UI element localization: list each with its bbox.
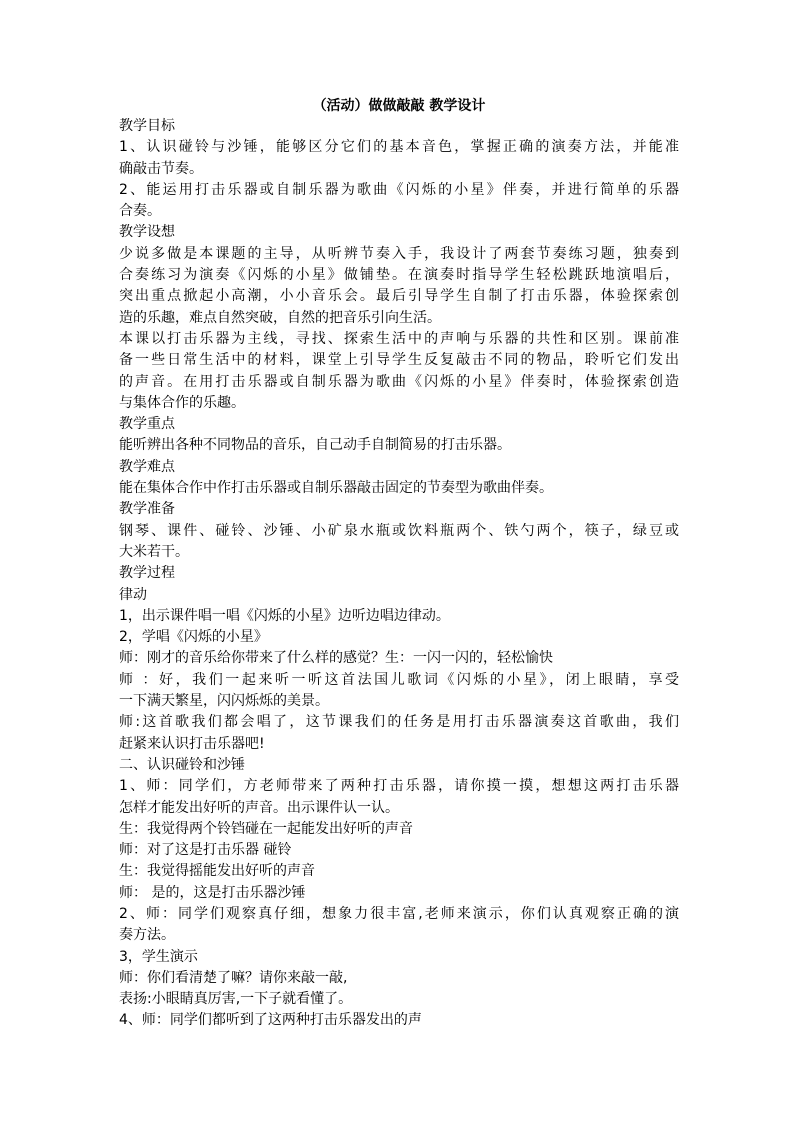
text-line: 二、认识碰铃和沙锤	[119, 756, 245, 773]
text-line: 怎样才能发出好听的声音。出示课件认一认。	[119, 799, 399, 816]
text-line: 钢琴、课件、碰铃、沙锤、小矿泉水瓶或饮料瓶两个、铁勺两个，筷子，绿豆或	[119, 522, 679, 539]
text-line: 造的乐趣，难点自然突破，自然的把音乐引向生活。	[119, 309, 441, 326]
text-line: 1、认识碰铃与沙锤，能够区分它们的基本音色，掌握正确的演奏方法，并能准	[119, 139, 679, 156]
text-line: 师： 是的，这是打击乐器沙锤	[119, 884, 306, 901]
text-line: 与集体合作的乐趣。	[119, 394, 245, 411]
text-line: 师：你们看清楚了嘛？请你来敲一敲,	[119, 969, 348, 986]
text-line: 教学重点	[119, 416, 175, 433]
text-line: 生：我觉得两个铃铛碰在一起能发出好听的声音	[119, 820, 413, 837]
text-line: 少说多做是本课题的主导，从听辨节奏入手，我设计了两套节奏练习题，独奏到	[119, 245, 679, 262]
text-line: 教学目标	[119, 118, 175, 134]
text-line: 合奏练习为演奏《闪烁的小星》做铺垫。在演奏时指导学生轻松跳跃地演唱后，	[119, 267, 679, 284]
text-line: 2、师：同学们观察真仔细，想象力很丰富,老师来演示，你们认真观察正确的演	[119, 905, 679, 922]
document-page	[119, 96, 679, 1032]
text-line: 赶紧来认识打击乐器吧!	[119, 735, 265, 752]
document-title: （活动）做做敲敲 教学设计	[312, 98, 486, 114]
text-line: 1、师：同学们，方老师带来了两种打击乐器，请你摸一摸，想想这两打击乐器	[119, 778, 679, 795]
text-line: 表扬:小眼睛真厉害,一下子就看懂了。	[119, 991, 353, 1008]
text-line: 师：对了这是打击乐器 碰铃	[119, 842, 292, 859]
text-line: 生：我觉得摇能发出好听的声音	[119, 863, 315, 880]
text-line: 本课以打击乐器为主线，寻找、探索生活中的声响与乐器的共性和区别。课前准	[119, 330, 679, 347]
text-line: 能听辨出各种不同物品的音乐，自己动手自制简易的打击乐器。	[119, 437, 511, 454]
text-line: 教学难点	[119, 458, 175, 475]
text-line: 确敲击节奏。	[119, 160, 203, 177]
text-line: 2，学唱《闪烁的小星》	[119, 629, 268, 646]
text-line: 备一些日常生活中的材料，课堂上引导学生反复敲击不同的物品，聆听它们发出	[119, 352, 679, 369]
text-line: 2、能运用打击乐器或自制乐器为歌曲《闪烁的小星》伴奏，并进行简单的乐器	[119, 181, 679, 198]
text-line: 一下满天繁星，闪闪烁烁的美景。	[119, 693, 329, 710]
text-line: 教学过程	[119, 565, 175, 582]
text-line: 教学设想	[119, 224, 175, 241]
text-line: 教学准备	[119, 501, 175, 518]
text-line: 师:这首歌我们都会唱了，这节课我们的任务是用打击乐器演奏这首歌曲，我们	[119, 714, 679, 731]
text-line: 师 ：好，我们一起来听一听这首法国儿歌词《闪烁的小星》，闭上眼睛，享受	[119, 671, 679, 688]
text-line: 突出重点掀起小高潮，小小音乐会。最后引导学生自制了打击乐器，体验探索创	[119, 288, 679, 305]
text-line: 能在集体合作中作打击乐器或自制乐器敲击固定的节奏型为歌曲伴奏。	[119, 480, 553, 497]
document-body	[119, 116, 679, 1032]
text-line: 4、师：同学们都听到了这两种打击乐器发出的声	[119, 1012, 422, 1029]
text-line: 的声音。在用打击乐器或自制乐器为歌曲《闪烁的小星》伴奏时，体验探索创造	[119, 373, 679, 390]
text-line: 3，学生演示	[119, 948, 198, 965]
text-line: 师：刚才的音乐给你带来了什么样的感觉？生：一闪一闪的，轻松愉快	[119, 650, 553, 667]
text-line: 1，出示课件唱一唱《闪烁的小星》边听边唱边律动。	[119, 607, 450, 624]
text-line: 奏方法。	[119, 927, 175, 944]
text-line: 合奏。	[119, 203, 161, 220]
text-line: 大米若干。	[119, 543, 189, 560]
text-line: 律动	[119, 586, 147, 603]
